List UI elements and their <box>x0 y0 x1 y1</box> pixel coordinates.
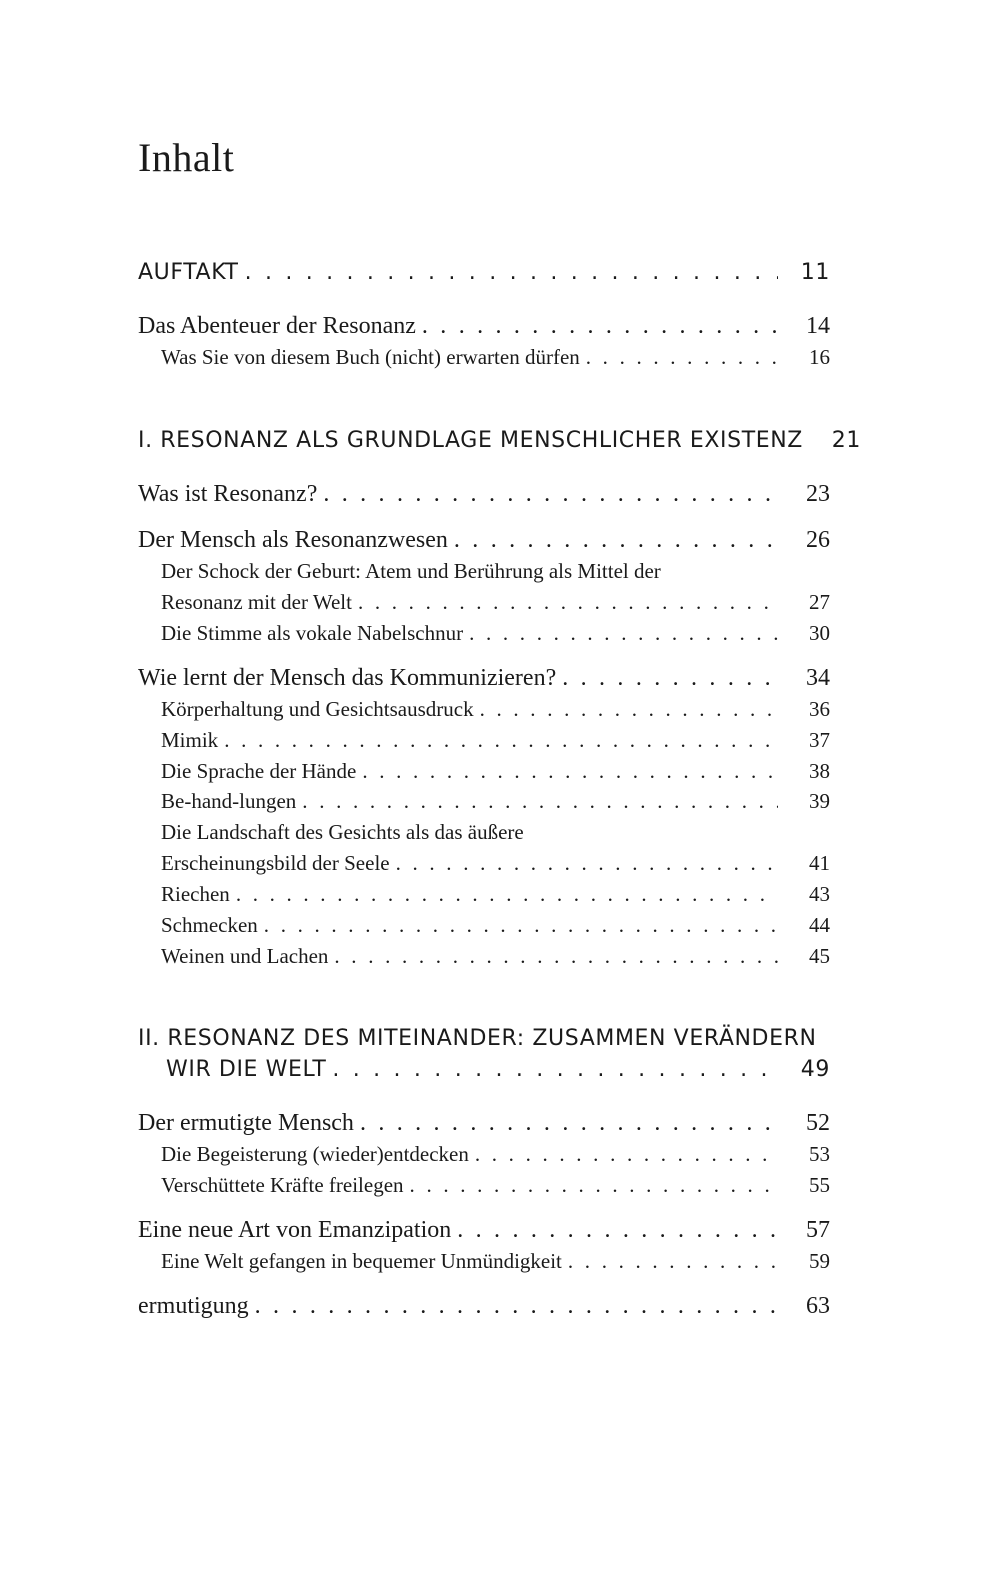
toc-entry-chapter <box>138 665 830 692</box>
toc-entry-page: 38 <box>809 759 830 783</box>
toc-entry-title: Wie lernt der Mensch das Kommunizieren? <box>138 665 557 691</box>
toc-entry-title: ermutigung <box>138 1293 249 1319</box>
toc-entry-title-line1: Der Schock der Geburt: Atem und Berührung als Mittel der <box>161 559 661 583</box>
toc-entry-section <box>161 1249 830 1274</box>
toc-entry-chapter <box>138 1110 830 1137</box>
toc-entry-title: Riechen <box>161 882 230 906</box>
toc-entry-title: Eine Welt gefangen in bequemer Unmündigkeit <box>161 1249 562 1273</box>
dot-leader <box>568 1249 778 1274</box>
dot-leader <box>255 1293 778 1320</box>
toc-entry-page: 23 <box>806 481 830 507</box>
toc-entry-page: 63 <box>806 1293 830 1319</box>
toc-entry-page: 30 <box>809 621 830 645</box>
toc-entry-page: 44 <box>809 913 830 937</box>
toc-entry-chapter <box>138 1293 830 1320</box>
toc-entry-title: Mimik <box>161 728 219 752</box>
dot-leader <box>396 851 778 876</box>
toc-entry-title: Der ermutigte Mensch <box>138 1110 354 1136</box>
toc-entry-section <box>161 728 830 753</box>
toc-entry-page: 43 <box>809 882 830 906</box>
dot-leader <box>454 527 778 554</box>
toc-entry-page: 53 <box>809 1142 830 1166</box>
toc-entry-section <box>161 621 830 646</box>
toc-entry-section <box>161 944 830 969</box>
dot-leader <box>236 882 778 907</box>
toc-entry-page: 41 <box>809 851 830 875</box>
dot-leader <box>475 1142 778 1167</box>
toc-entry-part <box>166 1057 830 1082</box>
toc-entry-title: Resonanz mit der Welt <box>161 590 352 614</box>
toc-entry-page: 37 <box>809 728 830 752</box>
dot-leader <box>410 1173 778 1198</box>
dot-leader <box>245 260 778 285</box>
dot-leader <box>358 590 778 615</box>
dot-leader <box>362 759 778 784</box>
toc-entry-page: 34 <box>806 665 830 691</box>
toc-entry-page: 55 <box>809 1173 830 1197</box>
toc-entry-section <box>161 882 830 907</box>
toc-entry-page: 11 <box>800 260 830 285</box>
toc-entry-title: Eine neue Art von Emanzipation <box>138 1217 452 1243</box>
toc-entry-title: I. RESONANZ ALS GRUNDLAGE MENSCHLICHER EXISTENZ <box>138 428 803 453</box>
toc-entry-chapter <box>138 313 830 340</box>
toc-entry-chapter <box>138 1217 830 1244</box>
dot-leader <box>469 621 778 646</box>
toc-entry-title: Die Begeisterung (wieder)entdecken <box>161 1142 469 1166</box>
dot-leader <box>422 313 778 340</box>
toc-entry-title: Die Sprache der Hände <box>161 759 357 783</box>
toc-entry-section <box>161 1142 830 1167</box>
toc-entry-title: Was Sie von diesem Buch (nicht) erwarten dürfen <box>161 345 580 369</box>
toc-entry-page: 49 <box>800 1057 830 1082</box>
toc-entry-part <box>138 260 830 285</box>
toc-entry-title-line1: II. RESONANZ DES MITEINANDER: ZUSAMMEN VERÄNDERN <box>138 1026 817 1051</box>
toc-entry-title: Körperhaltung und Gesichtsausdruck <box>161 697 474 721</box>
toc-entry-title: Be-hand-lungen <box>161 789 297 813</box>
toc-entry-page: 36 <box>809 697 830 721</box>
toc-entry-page: 57 <box>806 1217 830 1243</box>
toc-entry-page: 39 <box>809 789 830 813</box>
toc-entry-page: 14 <box>806 313 830 339</box>
dot-leader <box>224 728 778 753</box>
toc-entry-section <box>161 1173 830 1198</box>
toc-entry-page: 52 <box>806 1110 830 1136</box>
toc-entry-part <box>138 428 861 453</box>
toc-entry-title-line1: Die Landschaft des Gesichts als das äußere <box>161 820 524 844</box>
toc-entry-title: AUFTAKT <box>138 260 239 285</box>
toc-entry-section <box>161 759 830 784</box>
toc-entry-section <box>161 851 830 876</box>
toc-entry-title: Das Abenteuer der Resonanz <box>138 313 416 339</box>
toc-entry-section <box>161 913 830 938</box>
dot-leader <box>264 913 778 938</box>
toc-entry-title: Schmecken <box>161 913 258 937</box>
dot-leader <box>323 481 778 508</box>
toc-entry-section <box>161 697 830 722</box>
toc-entry-page: 26 <box>806 527 830 553</box>
toc-entry-chapter <box>138 481 830 508</box>
toc-entry-title: Der Mensch als Resonanzwesen <box>138 527 448 553</box>
dot-leader <box>302 789 778 814</box>
toc-entry-title: WIR DIE WELT <box>166 1057 327 1082</box>
dot-leader <box>360 1110 778 1137</box>
toc-entry-section <box>161 590 830 615</box>
dot-leader <box>334 944 778 969</box>
toc-entry-title: Verschüttete Kräfte freilegen <box>161 1173 404 1197</box>
toc-entry-page: 59 <box>809 1249 830 1273</box>
dot-leader <box>480 697 778 722</box>
dot-leader <box>562 665 778 692</box>
toc-entry-page: 16 <box>809 345 830 369</box>
toc-entry-title: Erscheinungsbild der Seele <box>161 851 390 875</box>
toc-entry-title: Weinen und Lachen <box>161 944 329 968</box>
page-title: Inhalt <box>138 135 235 180</box>
dot-leader <box>332 1057 778 1082</box>
toc-entry-page: 45 <box>809 944 830 968</box>
dot-leader <box>457 1217 778 1244</box>
toc-entry-chapter <box>138 527 830 554</box>
dot-leader <box>586 345 778 370</box>
toc-entry-title: Was ist Resonanz? <box>138 481 318 507</box>
toc-entry-section <box>161 345 830 370</box>
toc-entry-section <box>161 789 830 814</box>
toc-entry-page: 27 <box>809 590 830 614</box>
toc-entry-title: Die Stimme als vokale Nabelschnur <box>161 621 464 645</box>
toc-entry-page: 21 <box>831 428 861 453</box>
